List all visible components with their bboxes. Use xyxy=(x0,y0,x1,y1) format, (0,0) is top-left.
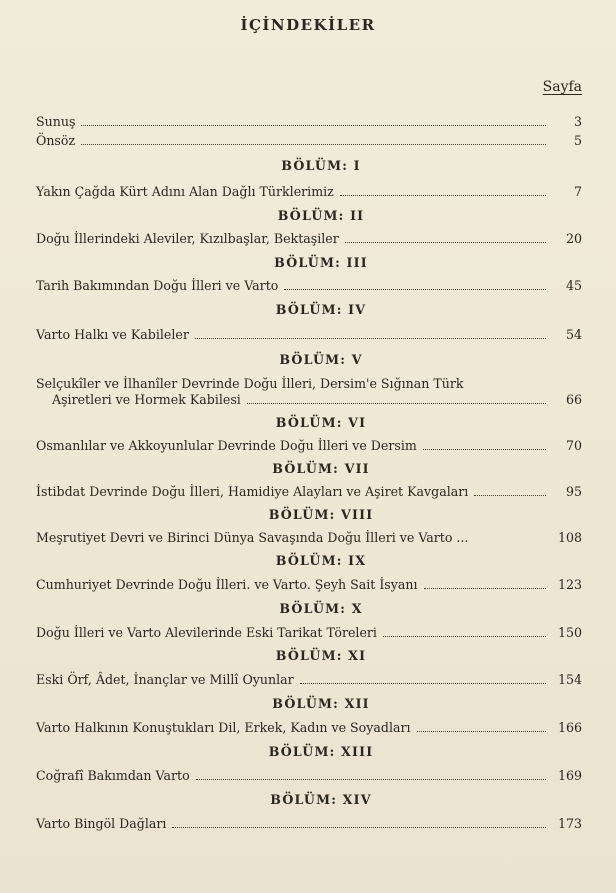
dot-leader xyxy=(345,242,546,243)
toc-page-number: 70 xyxy=(565,438,582,453)
toc-entry-label: İstibdat Devrinde Doğu İlleri, Hamidiye Alayları ve Aşiret Kavgaları xyxy=(36,484,469,499)
toc-entry-onsoz xyxy=(36,133,582,149)
chapter-heading: BÖLÜM: XII xyxy=(272,696,370,711)
toc-entry-label: Meşrutiyet Devri ve Birinci Dünya Savaşında Doğu İlleri ve Varto ... xyxy=(36,530,469,545)
chapter-heading: BÖLÜM: XI xyxy=(275,648,367,663)
toc-entry xyxy=(36,530,582,546)
toc-entry xyxy=(36,231,582,247)
toc-entry xyxy=(36,184,582,200)
dot-leader xyxy=(196,779,546,780)
toc-page-number: 150 xyxy=(557,625,582,640)
toc-entry-label: Varto Bingöl Dağları xyxy=(36,816,167,831)
toc-page-number: 7 xyxy=(573,184,582,199)
toc-entry xyxy=(36,768,582,784)
toc-page-number: 166 xyxy=(557,720,582,735)
toc-page-number: 154 xyxy=(557,672,582,687)
toc-entry-label: Coğrafî Bakımdan Varto xyxy=(36,768,190,783)
dot-leader xyxy=(423,449,546,450)
toc-entry xyxy=(36,577,582,593)
chapter-heading: BÖLÜM: IX xyxy=(275,553,367,568)
toc-entry xyxy=(36,484,582,500)
toc-entry-label: Sunuş xyxy=(36,114,76,129)
chapter-heading: BÖLÜM: IV xyxy=(275,302,367,317)
toc-entry-label: Selçukîler ve İlhanîler Devrinde Doğu İlleri, Dersim'e Sığınan Türk xyxy=(36,376,464,391)
toc-entry-continuation xyxy=(36,392,582,408)
toc-entry-label-line2: Aşiretleri ve Hormek Kabilesi xyxy=(52,392,241,407)
toc-entry xyxy=(36,720,582,736)
toc-page-number: 95 xyxy=(565,484,582,499)
toc-page-number: 5 xyxy=(573,133,582,148)
dot-leader xyxy=(474,495,546,496)
chapter-heading: BÖLÜM: III xyxy=(274,255,368,270)
toc-entry-label: Osmanlılar ve Akkoyunlular Devrinde Doğu İlleri ve Dersim xyxy=(36,438,417,453)
dot-leader xyxy=(417,731,546,732)
chapter-heading: BÖLÜM: X xyxy=(279,601,363,616)
toc-entry-label: Eski Örf, Âdet, İnançlar ve Millî Oyunlar xyxy=(36,672,294,687)
toc-page-number: 108 xyxy=(557,530,582,545)
page-column-label: Sayfa xyxy=(542,79,582,95)
chapter-heading: BÖLÜM: V xyxy=(279,352,363,367)
chapter-heading: BÖLÜM: VI xyxy=(275,415,367,430)
toc-entry-label: Varto Halkı ve Kabileler xyxy=(36,327,189,342)
toc-entry-label: Varto Halkının Konuştukları Dil, Erkek, Kadın ve Soyadları xyxy=(36,720,411,735)
dot-leader xyxy=(300,683,546,684)
toc-page-number: 173 xyxy=(557,816,582,831)
toc-page-number: 3 xyxy=(573,114,582,129)
toc-entry-label: Doğu İllerindeki Aleviler, Kızılbaşlar, Bektaşiler xyxy=(36,231,339,246)
toc-entry-label: Doğu İlleri ve Varto Alevilerinde Eski Tarikat Töreleri xyxy=(36,625,377,640)
chapter-heading: BÖLÜM: VII xyxy=(272,461,370,476)
page-title: İÇİNDEKİLER xyxy=(240,16,376,34)
toc-entry xyxy=(36,625,582,641)
toc-entry-sunus xyxy=(36,114,582,130)
toc-entry-label: Önsöz xyxy=(36,133,76,148)
chapter-heading: BÖLÜM: XIV xyxy=(270,792,372,807)
dot-leader xyxy=(383,636,546,637)
chapter-heading: BÖLÜM: VIII xyxy=(268,507,374,522)
toc-page-number: 20 xyxy=(565,231,582,246)
dot-leader xyxy=(195,338,546,339)
toc-page-number: 54 xyxy=(565,327,582,342)
toc-page-number: 45 xyxy=(565,278,582,293)
toc-page-number: 169 xyxy=(557,768,582,783)
toc-entry xyxy=(36,376,582,408)
toc-entry-label: Tarih Bakımından Doğu İlleri ve Varto xyxy=(36,278,279,293)
chapter-heading: BÖLÜM: I xyxy=(281,158,361,173)
dot-leader xyxy=(81,125,546,126)
dot-leader xyxy=(284,289,546,290)
dot-leader xyxy=(81,144,546,145)
dot-leader xyxy=(247,403,546,404)
dot-leader xyxy=(340,195,546,196)
chapter-heading: BÖLÜM: II xyxy=(277,208,365,223)
chapter-heading: BÖLÜM: XIII xyxy=(268,744,374,759)
toc-entry xyxy=(36,438,582,454)
toc-page-number: 66 xyxy=(565,392,582,407)
dot-leader xyxy=(424,588,546,589)
dot-leader xyxy=(172,827,546,828)
table-of-contents xyxy=(36,114,582,832)
toc-entry xyxy=(36,327,582,343)
toc-entry xyxy=(36,278,582,294)
toc-entry-label: Yakın Çağda Kürt Adını Alan Dağlı Türklerimiz xyxy=(36,184,334,199)
toc-entry-label: Cumhuriyet Devrinde Doğu İlleri. ve Varto. Şeyh Sait İsyanı xyxy=(36,577,418,592)
toc-entry xyxy=(36,672,582,688)
toc-entry xyxy=(36,816,582,832)
toc-page-number: 123 xyxy=(557,577,582,592)
